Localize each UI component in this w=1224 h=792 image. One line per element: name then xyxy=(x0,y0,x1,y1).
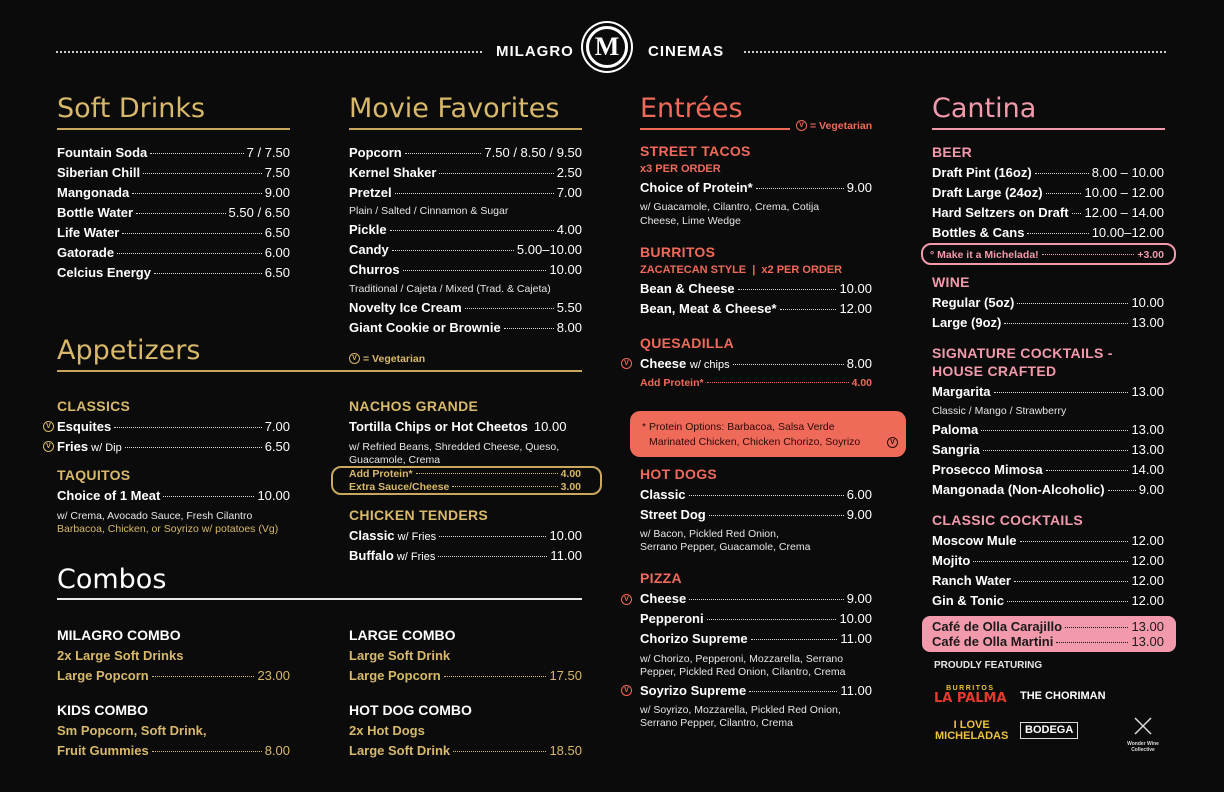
item-name: Pepperoni xyxy=(640,611,704,626)
item-name: Gatorade xyxy=(57,245,115,260)
large-combo-line1: Large Soft Drink xyxy=(349,648,451,663)
brand-right: CINEMAS xyxy=(648,43,725,60)
item-price: 10.00 xyxy=(839,281,872,296)
item-price: 10.00–12.00 xyxy=(1091,225,1164,240)
soft-drinks-rule xyxy=(57,128,290,130)
item-name: Draft Large (24oz) xyxy=(932,185,1043,200)
soft-drink-row xyxy=(57,265,290,281)
item-price: 9.00 xyxy=(846,591,872,606)
item-price: 10.00 xyxy=(549,262,582,277)
burrito-row xyxy=(640,281,872,297)
large-combo-price-row: Large Popcorn 17.50 xyxy=(349,668,582,683)
chicken-tender-row xyxy=(349,528,582,545)
nachos-item: Tortilla Chips or Hot Cheetos 10.00 xyxy=(349,419,567,434)
quesadilla-item: Cheese w/ chips 8.00 xyxy=(640,356,872,371)
beer-row xyxy=(932,225,1164,241)
churros-note: Traditional / Cajeta / Mixed (Trad. & Cajeta) xyxy=(349,283,551,295)
item-price: 12.00 xyxy=(1131,553,1164,568)
classic-row xyxy=(57,439,290,456)
chicken-tenders-heading: CHICKEN TENDERS xyxy=(349,507,489,523)
cafe-row xyxy=(932,634,1164,649)
pizza-row xyxy=(640,591,872,607)
item-name: Chorizo Supreme xyxy=(640,631,748,646)
item-name: Candy xyxy=(349,242,389,257)
soyrizo-supreme-note-2: Serrano Pepper, Cilantro, Crema xyxy=(640,717,793,729)
item-name: Café de Olla Carajillo xyxy=(932,619,1063,634)
hot-dog-combo-title: HOT DOG COMBO xyxy=(349,702,472,718)
item-price: 6.00 xyxy=(846,487,872,502)
vegetarian-legend-entrees: = Vegetarian xyxy=(810,120,873,132)
classic-cocktails-heading: CLASSIC COCKTAILS xyxy=(932,512,1084,528)
item-name: Pretzel xyxy=(349,185,392,200)
choriman-logo: THE CHORIMAN xyxy=(1020,690,1106,702)
la-palma-logo: BURRITOS LA PALMA xyxy=(934,685,1007,706)
signature-cocktail-row xyxy=(932,442,1164,458)
item-price: 10.00 xyxy=(839,611,872,626)
protein-options-box xyxy=(630,411,906,457)
burritos-heading: BURRITOS xyxy=(640,244,716,260)
milagro-combo-line1: 2x Large Soft Drinks xyxy=(57,648,184,663)
nachos-note-2: Guacamole, Crema xyxy=(349,454,441,466)
classic-cocktail-row xyxy=(932,573,1164,589)
item-name: Café de Olla Martini xyxy=(932,634,1054,649)
cantina-heading: Cantina xyxy=(932,93,1037,124)
vegetarian-icon: V xyxy=(621,685,632,696)
wine-row xyxy=(932,295,1164,311)
signature-cocktails-heading-2: HOUSE CRAFTED xyxy=(932,363,1057,379)
vegetarian-icon: V xyxy=(43,421,54,432)
hot-dog-combo-line1: 2x Hot Dogs xyxy=(349,723,425,738)
signature-cocktail-row xyxy=(932,384,1164,400)
item-name: Draft Pint (16oz) xyxy=(932,165,1032,180)
vegetarian-icon: V xyxy=(887,437,898,448)
item-price: 5.50 / 6.50 xyxy=(228,205,290,220)
classic-row xyxy=(57,419,290,435)
wwc-logo: Wonder Wine Collective xyxy=(1125,715,1161,753)
item-name: Extra Sauce/Cheese xyxy=(349,481,450,493)
item-price: 10.00 xyxy=(1131,295,1164,310)
item-price: 13.00 xyxy=(1131,315,1164,330)
large-combo-title: LARGE COMBO xyxy=(349,627,456,643)
milagro-combo-title: MILAGRO COMBO xyxy=(57,627,181,643)
milagro-logo-icon: M xyxy=(586,26,628,68)
item-name: Mangonada (Non-Alcoholic) xyxy=(932,482,1105,497)
protein-options-line2: Marinated Chicken, Chicken Chorizo, Soyrizo xyxy=(649,436,861,448)
item-name: Giant Cookie or Brownie xyxy=(349,320,501,335)
pizza-row xyxy=(640,611,872,627)
beer-heading: BEER xyxy=(932,144,973,160)
header-rule-right xyxy=(744,51,1166,53)
signature-cocktail-row xyxy=(932,482,1164,498)
item-name: Life Water xyxy=(57,225,120,240)
item-name: Sangria xyxy=(932,442,980,457)
item-name: Fountain Soda xyxy=(57,145,148,160)
taquitos-item: Choice of 1 Meat 10.00 xyxy=(57,488,290,503)
taquitos-note: w/ Crema, Avocado Sauce, Fresh Cilantro xyxy=(57,510,253,522)
wine-heading: WINE xyxy=(932,274,970,290)
street-tacos-item: Choice of Protein* 9.00 xyxy=(640,180,872,195)
movie-favorites-rule xyxy=(349,128,582,130)
item-name: Kernel Shaker xyxy=(349,165,437,180)
vegetarian-legend: = Vegetarian xyxy=(363,353,426,365)
item-price: 7.50 xyxy=(264,165,290,180)
wwc-icon xyxy=(1132,715,1154,737)
item-name: Regular (5oz) xyxy=(932,295,1015,310)
item-price: 8.00 xyxy=(556,320,582,335)
signature-cocktail-row xyxy=(932,422,1164,438)
pizza-row xyxy=(640,683,872,699)
hot-dog-combo-price-row: Large Soft Drink 18.50 xyxy=(349,743,582,758)
item-name: Hard Seltzers on Draft xyxy=(932,205,1069,220)
movie-favorite-row xyxy=(349,145,582,161)
nachos-addon-row xyxy=(349,468,581,480)
movie-favorite-row xyxy=(349,242,582,258)
combos-heading: Combos xyxy=(57,564,167,595)
beer-row xyxy=(932,185,1164,201)
item-price: 13.00 xyxy=(1131,634,1164,649)
item-name: Add Protein* xyxy=(349,468,413,480)
item-name: Ranch Water xyxy=(932,573,1011,588)
item-price: 2.50 xyxy=(556,165,582,180)
item-price: 9.00 xyxy=(264,185,290,200)
soft-drink-row xyxy=(57,205,290,221)
item-price: 5.50 xyxy=(556,300,582,315)
taquitos-note-2: Barbacoa, Chicken, or Soyrizo w/ potatoes (Vg) xyxy=(57,523,279,535)
movie-favorite-row xyxy=(349,222,582,238)
item-name: Esquites xyxy=(57,419,112,434)
kids-combo-title: KIDS COMBO xyxy=(57,702,148,718)
hot-dog-row xyxy=(640,507,872,523)
cantina-rule xyxy=(932,128,1165,130)
item-name: Pickle xyxy=(349,222,387,237)
protein-options-line1: * Protein Options: Barbacoa, Salsa Verde xyxy=(642,421,835,433)
burrito-row xyxy=(640,301,872,317)
appetizers-heading: Appetizers xyxy=(57,335,201,366)
margarita-note: Classic / Mango / Strawberry xyxy=(932,405,1067,417)
item-price: 12.00 xyxy=(1131,533,1164,548)
beer-row xyxy=(932,205,1164,221)
pretzel-note: Plain / Salted / Cinnamon & Sugar xyxy=(349,205,509,217)
chorizo-supreme-note: w/ Chorizo, Pepperoni, Mozzarella, Serrano xyxy=(640,653,844,665)
kids-combo-price-row: Fruit Gummies 8.00 xyxy=(57,743,290,758)
item-price: 12.00 xyxy=(1131,593,1164,608)
item-price: 9.00 xyxy=(1138,482,1164,497)
item-name: Classic xyxy=(640,487,686,502)
item-price: 14.00 xyxy=(1131,462,1164,477)
item-price: 7 / 7.50 xyxy=(246,145,290,160)
item-name: Celcius Energy xyxy=(57,265,151,280)
movie-favorite-row xyxy=(349,300,582,316)
pizza-heading: PIZZA xyxy=(640,570,682,586)
item-name: Siberian Chill xyxy=(57,165,141,180)
vegetarian-icon: V xyxy=(796,120,807,131)
item-price: 10.00 – 12.00 xyxy=(1084,185,1164,200)
movie-favorite-row xyxy=(349,320,582,336)
classic-cocktail-row xyxy=(932,593,1164,609)
item-price: 6.50 xyxy=(264,225,290,240)
entrees-heading: Entrées xyxy=(640,93,743,124)
item-name: Popcorn xyxy=(349,145,402,160)
micheladas-logo: I LOVE MICHELADAS xyxy=(935,719,1009,742)
chicken-tender-row xyxy=(349,548,582,565)
movie-favorites-heading: Movie Favorites xyxy=(349,93,560,124)
vegetarian-icon: V xyxy=(621,594,632,605)
soft-drinks-heading: Soft Drinks xyxy=(57,93,206,124)
item-price: 11.00 xyxy=(550,548,582,563)
item-name: Prosecco Mimosa xyxy=(932,462,1043,477)
item-name: Bottle Water xyxy=(57,205,134,220)
item-name: Moscow Mule xyxy=(932,533,1017,548)
cafe-row xyxy=(932,619,1164,634)
soft-drink-row xyxy=(57,225,290,241)
signature-cocktails-heading: SIGNATURE COCKTAILS - xyxy=(932,345,1113,361)
item-name: Cheese xyxy=(640,591,687,606)
bodega-logo: BODEGA xyxy=(1020,722,1078,739)
item-name: Bottles & Cans xyxy=(932,225,1025,240)
item-name: Paloma xyxy=(932,422,979,437)
item-name: Fries w/ Dip xyxy=(57,439,122,454)
nachos-addon-row xyxy=(349,481,581,493)
item-name: Margarita xyxy=(932,384,991,399)
soft-drink-row xyxy=(57,165,290,181)
nachos-heading: NACHOS GRANDE xyxy=(349,398,479,414)
item-price: 11.00 xyxy=(840,631,872,646)
item-price: 10.00 xyxy=(549,528,582,543)
burritos-sub: ZACATECAN STYLE | x2 PER ORDER xyxy=(640,264,843,276)
item-name: Soyrizo Supreme xyxy=(640,683,747,698)
nachos-note: w/ Refried Beans, Shredded Cheese, Queso, xyxy=(349,441,560,453)
taquitos-heading: TAQUITOS xyxy=(57,467,131,483)
soft-drink-row xyxy=(57,245,290,261)
appetizers-rule xyxy=(57,370,582,372)
wine-row xyxy=(932,315,1164,331)
movie-favorite-row xyxy=(349,262,582,278)
combos-rule xyxy=(57,598,582,600)
item-name: Gin & Tonic xyxy=(932,593,1004,608)
item-name: Churros xyxy=(349,262,400,277)
item-name: Classic w/ Fries xyxy=(349,528,437,543)
street-tacos-note-2: Cheese, Lime Wedge xyxy=(640,215,741,227)
item-price: 12.00 xyxy=(1131,573,1164,588)
item-price: 6.50 xyxy=(264,265,290,280)
michelada-row: ° Make it a Michelada! +3.00 xyxy=(930,249,1164,261)
item-price: 13.00 xyxy=(1131,422,1164,437)
item-price: 7.50 / 8.50 / 9.50 xyxy=(484,145,582,160)
classic-cocktail-row xyxy=(932,533,1164,549)
item-price: 13.00 xyxy=(1131,442,1164,457)
header-rule-left xyxy=(56,51,482,53)
item-price: 7.00 xyxy=(264,419,290,434)
classic-cocktail-row xyxy=(932,553,1164,569)
item-price: 5.00–10.00 xyxy=(516,242,582,257)
item-price: 4.00 xyxy=(560,468,581,480)
item-price: 4.00 xyxy=(556,222,582,237)
item-name: Novelty Ice Cream xyxy=(349,300,462,315)
classics-heading: CLASSICS xyxy=(57,398,131,414)
quesadilla-addon: Add Protein* 4.00 xyxy=(640,377,872,389)
quesadilla-heading: QUESADILLA xyxy=(640,335,734,351)
signature-cocktail-row xyxy=(932,462,1164,478)
vegetarian-icon: V xyxy=(43,441,54,452)
street-tacos-sub: x3 PER ORDER xyxy=(640,163,721,175)
item-name: Large (9oz) xyxy=(932,315,1002,330)
beer-row xyxy=(932,165,1164,181)
item-price: 13.00 xyxy=(1131,619,1164,634)
item-price: 12.00 – 14.00 xyxy=(1084,205,1164,220)
item-price: 6.00 xyxy=(264,245,290,260)
item-name: Bean & Cheese xyxy=(640,281,735,296)
soft-drink-row xyxy=(57,185,290,201)
hot-dogs-heading: HOT DOGS xyxy=(640,466,718,482)
item-price: 3.00 xyxy=(560,481,581,493)
milagro-combo-price-row: Large Popcorn 23.00 xyxy=(57,668,290,683)
kids-combo-line1: Sm Popcorn, Soft Drink, xyxy=(57,723,207,738)
proudly-featuring: PROUDLY FEATURING xyxy=(934,660,1043,671)
vegetarian-icon: V xyxy=(349,353,360,364)
soft-drink-row xyxy=(57,145,290,161)
item-price: 6.50 xyxy=(264,439,290,454)
item-price: 11.00 xyxy=(840,683,872,698)
street-tacos-heading: STREET TACOS xyxy=(640,143,751,159)
item-name: Street Dog xyxy=(640,507,706,522)
item-name: Mojito xyxy=(932,553,971,568)
item-price: 13.00 xyxy=(1131,384,1164,399)
hot-dog-row xyxy=(640,487,872,503)
item-name: Mangonada xyxy=(57,185,130,200)
chorizo-supreme-note-2: Pepper, Pickled Red Onion, Cilantro, Crema xyxy=(640,666,846,678)
item-price: 12.00 xyxy=(839,301,872,316)
brand-left: MILAGRO xyxy=(496,43,574,60)
street-dog-note-2: Serrano Pepper, Guacamole, Crema xyxy=(640,541,811,553)
soyrizo-supreme-note: w/ Soyrizo, Mozzarella, Pickled Red Onion, xyxy=(640,704,841,716)
item-price: 8.00 – 10.00 xyxy=(1091,165,1164,180)
item-price: 7.00 xyxy=(556,185,582,200)
movie-favorite-row xyxy=(349,165,582,181)
street-tacos-note: w/ Guacamole, Cilantro, Crema, Cotija xyxy=(640,201,820,213)
movie-favorite-row xyxy=(349,185,582,201)
item-price: 9.00 xyxy=(846,507,872,522)
vegetarian-icon: V xyxy=(621,358,632,369)
item-name: Buffalo w/ Fries xyxy=(349,548,436,563)
item-name: Bean, Meat & Cheese* xyxy=(640,301,777,316)
pizza-row xyxy=(640,631,872,647)
entrees-rule xyxy=(640,128,790,130)
street-dog-note: w/ Bacon, Pickled Red Onion, xyxy=(640,528,779,540)
